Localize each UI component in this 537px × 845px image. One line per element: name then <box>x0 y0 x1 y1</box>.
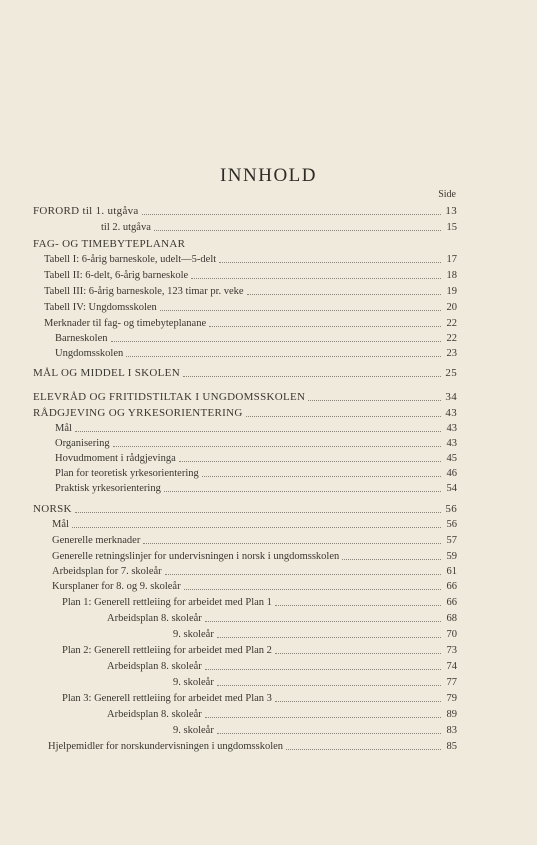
toc-entry-label: 9. skoleår <box>173 725 214 736</box>
toc-entry-page: 89 <box>446 709 457 720</box>
toc-entry-page: 73 <box>446 645 457 656</box>
dot-leader <box>209 326 441 327</box>
dot-leader <box>219 262 441 263</box>
toc-entry-label: Tabell I: 6-årig barneskole, udelt—5-delt <box>44 254 217 265</box>
dot-leader <box>113 446 441 447</box>
toc-entry-page: 77 <box>446 677 457 688</box>
toc-entry <box>107 660 457 673</box>
toc-entry-page: 59 <box>446 551 457 562</box>
toc-entry-label: Organisering <box>55 438 110 449</box>
toc-entry-label: FORORD til 1. utgåva <box>33 205 139 217</box>
toc-entry <box>173 724 457 737</box>
toc-entry-label: Mål <box>52 519 69 530</box>
dot-leader <box>205 669 441 670</box>
toc-entry-label: Hovudmoment i rådgjevinga <box>55 453 176 464</box>
toc-entry <box>44 253 457 266</box>
dot-leader <box>308 400 441 401</box>
toc-entry-page: 56 <box>445 503 457 515</box>
toc-entry <box>55 437 457 450</box>
dot-leader <box>202 476 441 477</box>
toc-entry <box>173 676 457 689</box>
toc-entry <box>55 482 457 495</box>
toc-entry <box>44 317 457 330</box>
dot-leader <box>75 431 441 432</box>
toc-entry-label: Merknader til fag- og timebyteplanane <box>44 318 207 329</box>
toc-entry <box>173 628 457 641</box>
toc-entry-label: Tabell III: 6-årig barneskole, 123 timar pr. veke <box>44 286 244 297</box>
toc-entry-label: 9. skoleår <box>173 677 214 688</box>
toc-entry <box>33 367 457 380</box>
toc-entry-page: 74 <box>446 661 457 672</box>
toc-entry-label: FAG- OG TIMEBYTEPLANAR <box>33 238 186 250</box>
dot-leader <box>191 278 441 279</box>
toc-entry-label: MÅL OG MIDDEL I SKOLEN <box>33 367 180 379</box>
toc-entry <box>101 221 457 234</box>
dot-leader <box>165 574 441 575</box>
dot-leader <box>143 543 441 544</box>
toc-entry-page: 22 <box>446 333 457 344</box>
toc-entry-label: Barneskolen <box>55 333 108 344</box>
toc-entry-label: ELEVRÅD OG FRITIDSTILTAK I UNGDOMSSKOLEN <box>33 391 306 403</box>
toc-entry-label: Generelle retningslinjer for undervisningen i norsk i ungdomsskolen <box>52 551 340 562</box>
toc-entry <box>44 269 457 282</box>
toc-entry-page: 54 <box>446 483 457 494</box>
toc-entry <box>52 518 457 531</box>
toc-entry-page: 43 <box>445 407 457 419</box>
toc-entry-page: 18 <box>446 270 457 281</box>
toc-entry-page: 56 <box>446 519 457 530</box>
dot-leader <box>247 294 441 295</box>
toc-entry-label: NORSK <box>33 503 72 515</box>
toc-entry-page: 79 <box>446 693 457 704</box>
toc-entry-page: 34 <box>445 391 457 403</box>
toc-entry <box>62 644 457 657</box>
toc-entry <box>48 740 457 753</box>
toc-entry <box>55 347 457 360</box>
toc-entry <box>52 580 457 593</box>
toc-entry <box>52 534 457 547</box>
dot-leader <box>179 461 441 462</box>
toc-entry-label: Tabell II: 6-delt, 6-årig barneskole <box>44 270 189 281</box>
dot-leader <box>217 685 441 686</box>
toc-entry-page: 85 <box>446 741 457 752</box>
toc-entry-label: Plan 3: Generell rettleiing for arbeidet med Plan 3 <box>62 693 272 704</box>
toc-entry-page: 57 <box>446 535 457 546</box>
toc-entry-page: 23 <box>446 348 457 359</box>
toc-entry-label: 9. skoleår <box>173 629 214 640</box>
toc-entry-label: til 2. utgåva <box>101 222 151 233</box>
dot-leader <box>154 230 441 231</box>
dot-leader <box>275 605 441 606</box>
toc-entry-label: Plan 2: Generell rettleiing for arbeidet med Plan 2 <box>62 645 272 656</box>
toc-entry-page: 66 <box>446 597 457 608</box>
toc-entry-page: 19 <box>446 286 457 297</box>
toc-entry <box>107 708 457 721</box>
toc-entry <box>33 205 457 218</box>
toc-entry-label: Arbeidsplan 8. skoleår <box>107 613 202 624</box>
toc-entry-label: Tabell IV: Ungdomsskolen <box>44 302 157 313</box>
dot-leader <box>205 717 441 718</box>
toc-entry-page: 20 <box>446 302 457 313</box>
toc-entry <box>55 422 457 435</box>
toc-entry-page: 25 <box>445 367 457 379</box>
dot-leader <box>183 376 441 377</box>
toc-entry-label: Mål <box>55 423 72 434</box>
toc-entry <box>33 503 457 516</box>
toc-entry <box>107 612 457 625</box>
dot-leader <box>126 356 441 357</box>
dot-leader <box>217 733 441 734</box>
toc-entry <box>33 391 457 404</box>
toc-entry-label: Plan for teoretisk yrkesorientering <box>55 468 199 479</box>
toc-entry-page: 43 <box>446 423 457 434</box>
dot-leader <box>286 749 441 750</box>
toc-entry-label: RÅDGJEVING OG YRKESORIENTERING <box>33 407 243 419</box>
toc-entry <box>33 407 457 420</box>
toc-entry-page: 15 <box>446 222 457 233</box>
toc-entry <box>52 550 457 563</box>
toc-entry-label: Ungdomsskolen <box>55 348 124 359</box>
toc-entry <box>52 565 457 578</box>
dot-leader <box>142 214 441 215</box>
toc-entry <box>62 596 457 609</box>
dot-leader <box>275 701 441 702</box>
toc-entry-page: 22 <box>446 318 457 329</box>
toc-entry-label: Arbeidsplan 8. skoleår <box>107 661 202 672</box>
dot-leader <box>164 491 441 492</box>
toc-entry-page: 68 <box>446 613 457 624</box>
dot-leader <box>111 341 442 342</box>
page-column-label: Side <box>438 189 456 200</box>
toc-entry-page: 43 <box>446 438 457 449</box>
dot-leader <box>217 637 441 638</box>
toc-entry <box>55 452 457 465</box>
toc-entry-label: Praktisk yrkesorientering <box>55 483 161 494</box>
page-title: INNHOLD <box>219 165 318 186</box>
toc-entry-label: Kursplaner for 8. og 9. skoleår <box>52 581 181 592</box>
toc-entry-label: Generelle merknader <box>52 535 141 546</box>
dot-leader <box>275 653 441 654</box>
dot-leader <box>72 527 441 528</box>
toc-entry-label: Arbeidsplan for 7. skoleår <box>52 566 162 577</box>
dot-leader <box>184 589 441 590</box>
dot-leader <box>342 559 441 560</box>
toc-entry-label: Plan 1: Generell rettleiing for arbeidet med Plan 1 <box>62 597 272 608</box>
toc-entry-page: 13 <box>445 205 457 217</box>
toc-entry-page: 45 <box>446 453 457 464</box>
dot-leader <box>160 310 441 311</box>
toc-entry <box>44 301 457 314</box>
toc-entry <box>62 692 457 705</box>
dot-leader <box>75 512 441 513</box>
toc-entry-page: 66 <box>446 581 457 592</box>
dot-leader <box>246 416 441 417</box>
toc-entry <box>55 467 457 480</box>
dot-leader <box>205 621 441 622</box>
toc-entry-page: 46 <box>446 468 457 479</box>
toc-entry <box>44 285 457 298</box>
toc-section-heading <box>33 238 457 251</box>
toc-entry-page: 83 <box>446 725 457 736</box>
toc-entry <box>55 332 457 345</box>
toc-entry-page: 70 <box>446 629 457 640</box>
toc-entry-page: 61 <box>446 566 457 577</box>
toc-entry-label: Hjelpemidler for norskundervisningen i ungdomsskolen <box>48 741 284 752</box>
toc-entry-page: 17 <box>446 254 457 265</box>
toc-entry-label: Arbeidsplan 8. skoleår <box>107 709 202 720</box>
